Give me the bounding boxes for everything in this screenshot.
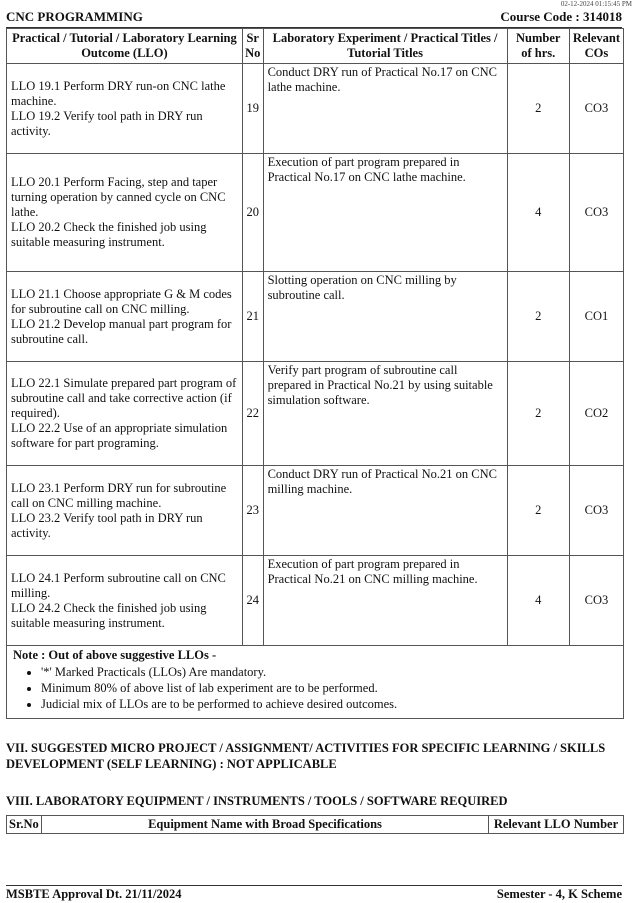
practicals-table xyxy=(6,28,624,719)
table-row xyxy=(7,466,624,556)
experiment-title: Conduct DRY run of Practical No.17 on CNC lathe machine. xyxy=(263,64,507,154)
course-title: CNC PROGRAMMING xyxy=(6,9,143,24)
llo-text: LLO 21.1 Choose appropriate G & M codes for subroutine call on CNC milling. xyxy=(11,286,232,316)
sr-no: 23 xyxy=(242,466,263,556)
relevant-co: CO3 xyxy=(569,466,623,556)
experiment-title: Slotting operation on CNC milling by subroutine call. xyxy=(263,272,507,362)
col-llo: Practical / Tutorial / Laboratory Learning Outcome (LLO) xyxy=(7,29,243,64)
relevant-co: CO3 xyxy=(569,556,623,646)
llo-text: LLO 23.2 Verify tool path in DRY run activity. xyxy=(11,510,203,540)
relevant-co: CO2 xyxy=(569,362,623,466)
page-header xyxy=(6,9,622,28)
sr-no: 20 xyxy=(242,154,263,272)
llo-text: LLO 20.1 Perform Facing, step and taper turning operation by canned cycle on CNC lathe. xyxy=(11,175,226,219)
note-item: • '*' Marked Practicals (LLOs) Are mandatory. xyxy=(41,665,617,680)
sr-no: 19 xyxy=(242,64,263,154)
llo-text: LLO 22.2 Use of an appropriate simulation software for part programing. xyxy=(11,421,228,450)
llo-cell xyxy=(7,272,243,362)
llo-text: LLO 23.1 Perform DRY run for subroutine call on CNC milling machine. xyxy=(11,480,227,510)
llo-text: LLO 20.2 Check the finished job using suitable measuring instrument. xyxy=(11,220,207,249)
hours: 2 xyxy=(507,362,569,466)
hours: 2 xyxy=(507,466,569,556)
sr-no: 24 xyxy=(242,556,263,646)
note-title: Note : Out of above suggestive LLOs - xyxy=(13,648,217,662)
experiment-title: Verify part program of subroutine call prepared in Practical No.21 by using suitable simulation software. xyxy=(263,362,507,466)
note-item: • Judicial mix of LLOs are to be performed to achieve desired outcomes. xyxy=(41,697,617,712)
hours: 4 xyxy=(507,154,569,272)
llo-text: LLO 21.2 Develop manual part program for subroutine call. xyxy=(11,316,232,346)
llo-text: LLO 19.2 Verify tool path in DRY run activity. xyxy=(11,108,203,138)
sr-no: 21 xyxy=(242,272,263,362)
sr-no: 22 xyxy=(242,362,263,466)
experiment-title: Conduct DRY run of Practical No.21 on CNC milling machine. xyxy=(263,466,507,556)
llo-text: LLO 24.2 Check the finished job using suitable measuring instrument. xyxy=(11,600,207,630)
llo-text: LLO 24.1 Perform subroutine call on CNC milling. xyxy=(11,570,226,600)
llo-cell xyxy=(7,556,243,646)
section-viii-heading: VIII. LABORATORY EQUIPMENT / INSTRUMENTS / TOOLS / SOFTWARE REQUIRED xyxy=(6,794,508,808)
course-code: Course Code : 314018 xyxy=(500,9,622,24)
col-cos: Relevant COs xyxy=(569,29,623,64)
experiment-title: Execution of part program prepared in Practical No.21 on CNC milling machine. xyxy=(263,556,507,646)
note-cell xyxy=(7,646,624,719)
llo-cell xyxy=(7,362,243,466)
col-experiment: Laboratory Experiment / Practical Titles / Tutorial Titles xyxy=(263,29,507,64)
table-header-row xyxy=(7,29,624,64)
equipment-header-row xyxy=(7,816,624,834)
semester-scheme: Semester - 4, K Scheme xyxy=(496,887,622,901)
hours: 2 xyxy=(507,272,569,362)
print-timestamp: 02-12-2024 01:15:45 PM xyxy=(560,0,632,8)
note-row xyxy=(7,646,624,719)
col-sr: Sr No xyxy=(242,29,263,64)
table-row xyxy=(7,556,624,646)
llo-text: LLO 19.1 Perform DRY run-on CNC lathe machine. xyxy=(11,78,226,108)
llo-text: LLO 22.1 Simulate prepared part program of subroutine call and take corrective action (if required). xyxy=(11,376,237,420)
relevant-co: CO3 xyxy=(569,64,623,154)
note-item: • Minimum 80% of above list of lab experiment are to be performed. xyxy=(41,681,617,696)
llo-cell xyxy=(7,64,243,154)
table-row xyxy=(7,64,624,154)
col-relevant-llo: Relevant LLO Number xyxy=(489,816,624,834)
llo-cell xyxy=(7,466,243,556)
relevant-co: CO1 xyxy=(569,272,623,362)
page-footer xyxy=(6,885,622,902)
llo-cell xyxy=(7,154,243,272)
experiment-title: Execution of part program prepared in Practical No.17 on CNC lathe machine. xyxy=(263,154,507,272)
table-row xyxy=(7,272,624,362)
table-row xyxy=(7,362,624,466)
table-row xyxy=(7,154,624,272)
relevant-co: CO3 xyxy=(569,154,623,272)
col-equipment-name: Equipment Name with Broad Specifications xyxy=(42,816,489,834)
col-hours: Number of hrs. xyxy=(507,29,569,64)
equipment-table xyxy=(6,815,624,834)
hours: 4 xyxy=(507,556,569,646)
note-list xyxy=(13,665,617,712)
approval-date: MSBTE Approval Dt. 21/11/2024 xyxy=(6,887,182,901)
section-vii-heading: VII. SUGGESTED MICRO PROJECT / ASSIGNMENT/ ACTIVITIES FOR SPECIFIC LEARNING / SKILLS DEVELOPMENT (SELF LEARNING) : NOT APPLICABLE xyxy=(6,741,606,771)
col-sr-no: Sr.No xyxy=(7,816,42,834)
hours: 2 xyxy=(507,64,569,154)
